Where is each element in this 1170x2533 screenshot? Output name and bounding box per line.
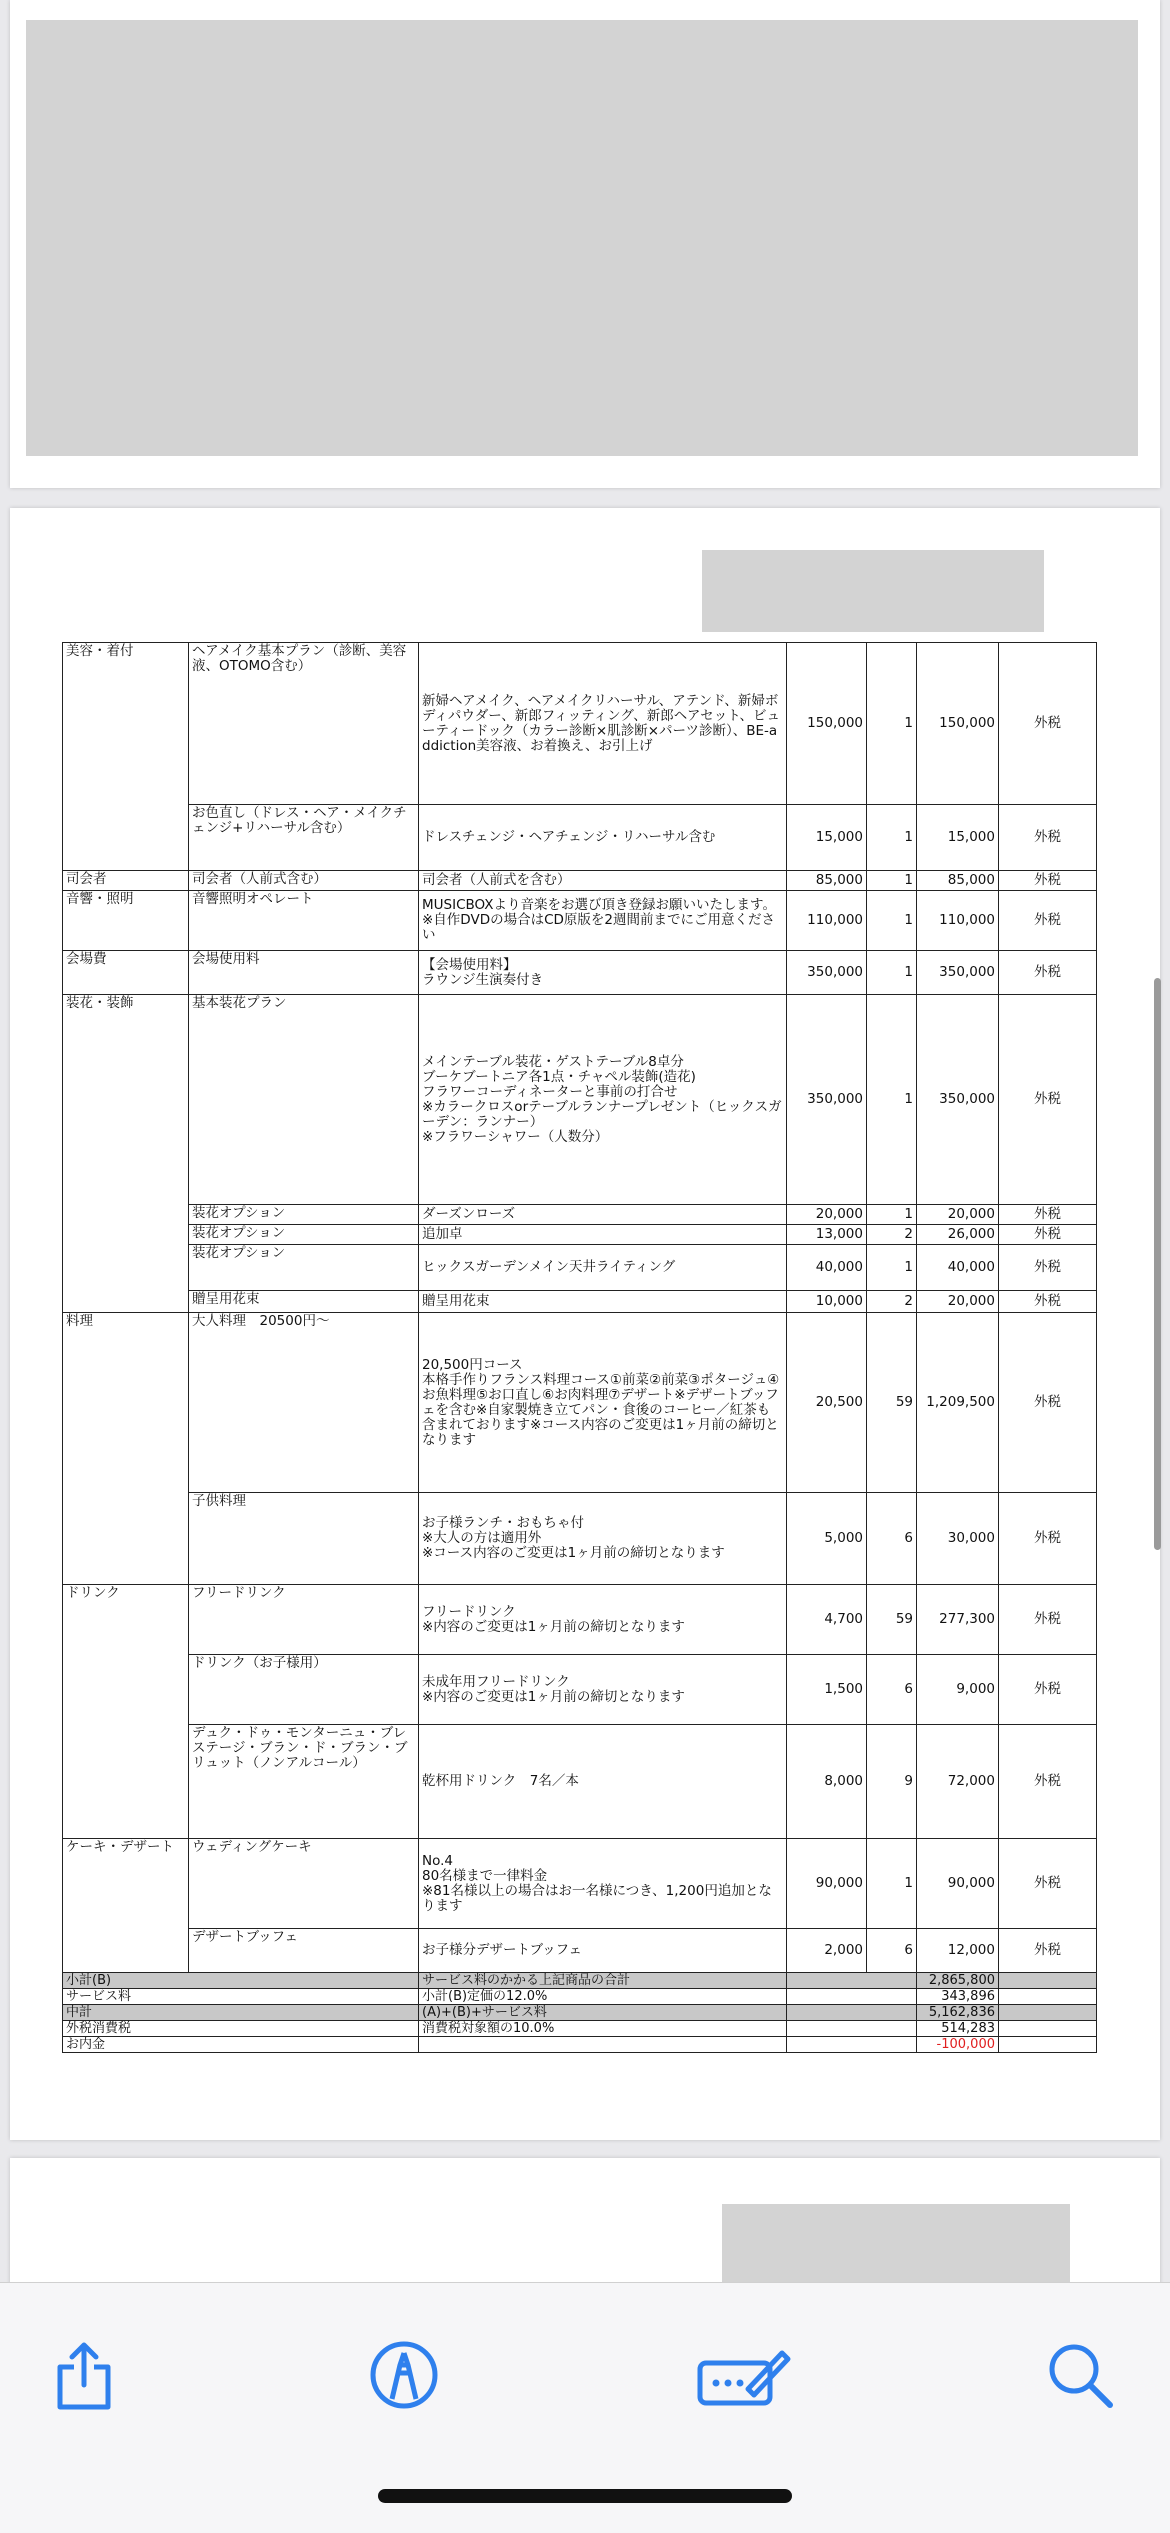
table-row <box>63 1585 1097 1655</box>
summary-row <box>63 2021 1097 2037</box>
amount-cell: 26,000 <box>917 1225 999 1245</box>
summary-blank <box>999 1973 1097 1989</box>
tax-type-cell: 外税 <box>999 951 1097 995</box>
tax-type-cell: 外税 <box>999 1929 1097 1973</box>
table-row <box>63 871 1097 891</box>
summary-value: 514,283 <box>917 2021 999 2037</box>
quantity-cell: 1 <box>867 891 917 951</box>
table-row <box>63 891 1097 951</box>
item-cell: 贈呈用花束 <box>189 1291 419 1313</box>
item-cell: ヘアメイク基本プラン（診断、美容液、OTOMO含む） <box>189 643 419 805</box>
summary-blank <box>787 2037 917 2053</box>
markup-icon <box>364 2335 444 2415</box>
table-row <box>63 643 1097 805</box>
unit-price-cell: 150,000 <box>787 643 867 805</box>
category-cell: 装花・装飾 <box>63 995 189 1313</box>
amount-cell: 85,000 <box>917 871 999 891</box>
tax-type-cell: 外税 <box>999 1655 1097 1725</box>
document-page-2 <box>10 508 1160 2140</box>
item-cell: 装花オプション <box>189 1245 419 1291</box>
summary-note: 小計(B)定価の12.0% <box>419 1989 787 2005</box>
quantity-cell: 6 <box>867 1655 917 1725</box>
description-cell: お子様ランチ・おもちゃ付 ※大人の方は適用外 ※コース内容のご変更は1ヶ月前の締切となります <box>419 1493 787 1585</box>
table-row <box>63 1205 1097 1225</box>
category-cell: 音響・照明 <box>63 891 189 951</box>
summary-value: 343,896 <box>917 1989 999 2005</box>
quantity-cell: 1 <box>867 805 917 871</box>
quantity-cell: 6 <box>867 1929 917 1973</box>
search-icon <box>1040 2335 1120 2415</box>
unit-price-cell: 5,000 <box>787 1493 867 1585</box>
unit-price-cell: 85,000 <box>787 871 867 891</box>
quantity-cell: 9 <box>867 1725 917 1839</box>
table-row <box>63 1493 1097 1585</box>
item-cell: 装花オプション <box>189 1205 419 1225</box>
description-cell: お子様分デザートブッフェ <box>419 1929 787 1973</box>
quantity-cell: 1 <box>867 951 917 995</box>
tax-type-cell: 外税 <box>999 1839 1097 1929</box>
item-cell: 装花オプション <box>189 1225 419 1245</box>
table-row <box>63 805 1097 871</box>
description-cell: ダーズンローズ <box>419 1205 787 1225</box>
amount-cell: 277,300 <box>917 1585 999 1655</box>
tax-type-cell: 外税 <box>999 1205 1097 1225</box>
unit-price-cell: 13,000 <box>787 1225 867 1245</box>
bottom-toolbar <box>0 2282 1170 2533</box>
description-cell: 【会場使用料】 ラウンジ生演奏付き <box>419 951 787 995</box>
tax-type-cell: 外税 <box>999 871 1097 891</box>
unit-price-cell: 350,000 <box>787 995 867 1205</box>
description-cell: MUSICBOXより音楽をお選び頂き登録お願いいたします。※自作DVDの場合はCD原版を2週間前までにご用意ください <box>419 891 787 951</box>
amount-cell: 350,000 <box>917 995 999 1205</box>
amount-cell: 350,000 <box>917 951 999 995</box>
unit-price-cell: 20,500 <box>787 1313 867 1493</box>
amount-cell: 15,000 <box>917 805 999 871</box>
table-row <box>63 1225 1097 1245</box>
summary-label: 中計 <box>63 2005 419 2021</box>
item-cell: デュク・ドゥ・モンターニュ・ブレステージ・ブラン・ド・ブラン・ブリュット（ノンアルコール） <box>189 1725 419 1839</box>
tax-type-cell: 外税 <box>999 1585 1097 1655</box>
summary-blank <box>999 2021 1097 2037</box>
summary-note: (A)+(B)+サービス料 <box>419 2005 787 2021</box>
item-cell: 会場使用料 <box>189 951 419 995</box>
summary-blank <box>999 1989 1097 2005</box>
category-cell: 美容・着付 <box>63 643 189 871</box>
description-cell: 追加卓 <box>419 1225 787 1245</box>
item-cell: ウェディングケーキ <box>189 1839 419 1929</box>
description-cell: フリードリンク ※内容のご変更は1ヶ月前の締切となります <box>419 1585 787 1655</box>
unit-price-cell: 110,000 <box>787 891 867 951</box>
description-cell: 20,500円コース 本格手作りフランス料理コース①前菜②前菜③ポタージュ④お魚料理⑤お口直し⑥お肉料理⑦デザート※デザートブッフェを含む※自家製焼き立てパン・食後のコーヒー／紅茶も含まれております※コース内容のご変更は1ヶ月前の締切となります <box>419 1313 787 1493</box>
quantity-cell: 1 <box>867 1839 917 1929</box>
share-icon <box>44 2335 124 2415</box>
amount-cell: 150,000 <box>917 643 999 805</box>
table-row <box>63 1839 1097 1929</box>
summary-label: お内金 <box>63 2037 419 2053</box>
tax-type-cell: 外税 <box>999 1291 1097 1313</box>
amount-cell: 40,000 <box>917 1245 999 1291</box>
quantity-cell: 1 <box>867 1245 917 1291</box>
quantity-cell: 1 <box>867 643 917 805</box>
tax-type-cell: 外税 <box>999 1725 1097 1839</box>
description-cell: ヒックスガーデンメイン天井ライティング <box>419 1245 787 1291</box>
summary-blank <box>787 2021 917 2037</box>
item-cell: お色直し（ドレス・ヘア・メイクチェンジ+リハーサル含む） <box>189 805 419 871</box>
tax-type-cell: 外税 <box>999 1245 1097 1291</box>
redacted-area <box>702 550 1044 632</box>
unit-price-cell: 4,700 <box>787 1585 867 1655</box>
unit-price-cell: 40,000 <box>787 1245 867 1291</box>
summary-value: 2,865,800 <box>917 1973 999 1989</box>
tax-type-cell: 外税 <box>999 995 1097 1205</box>
amount-cell: 9,000 <box>917 1655 999 1725</box>
category-cell: ケーキ・デザート <box>63 1839 189 1973</box>
tax-type-cell: 外税 <box>999 1493 1097 1585</box>
item-cell: フリードリンク <box>189 1585 419 1655</box>
markup-button[interactable] <box>364 2335 444 2415</box>
table-row <box>63 1725 1097 1839</box>
summary-blank <box>787 2005 917 2021</box>
item-cell: 大人料理 20500円～ <box>189 1313 419 1493</box>
tax-type-cell: 外税 <box>999 891 1097 951</box>
quantity-cell: 2 <box>867 1291 917 1313</box>
table-row <box>63 951 1097 995</box>
share-button[interactable] <box>44 2335 124 2415</box>
unit-price-cell: 8,000 <box>787 1725 867 1839</box>
home-indicator[interactable] <box>378 2489 792 2503</box>
quantity-cell: 6 <box>867 1493 917 1585</box>
category-cell: 司会者 <box>63 871 189 891</box>
summary-note <box>419 2037 787 2053</box>
summary-blank <box>787 1989 917 2005</box>
summary-label: 外税消費税 <box>63 2021 419 2037</box>
quantity-cell: 1 <box>867 995 917 1205</box>
amount-cell: 30,000 <box>917 1493 999 1585</box>
description-cell: 新婦ヘアメイク、ヘアメイクリハーサル、アテンド、新婦ボディパウダー、新郎フィッティング、新郎ヘアセット、ビューティードック（カラー診断×肌診断×パーツ診断）、BE-addiction美容液、お着換え、お引上げ <box>419 643 787 805</box>
description-cell: 贈呈用花束 <box>419 1291 787 1313</box>
amount-cell: 12,000 <box>917 1929 999 1973</box>
item-cell: 司会者（人前式含む） <box>189 871 419 891</box>
unit-price-cell: 10,000 <box>787 1291 867 1313</box>
description-cell: No.4 80名様まで一律料金 ※81名様以上の場合はお一名様につき、1,200円追加となります <box>419 1839 787 1929</box>
summary-blank <box>999 2037 1097 2053</box>
description-cell: メインテーブル装花・ゲストテーブル8卓分 ブーケブートニア各1点・チャペル装飾(造花) フラワーコーディネーターと事前の打合せ ※カラークロスorテーブルランナープレゼント（ヒックスガーデン：ランナー） ※フラワーシャワー（人数分） <box>419 995 787 1205</box>
unit-price-cell: 15,000 <box>787 805 867 871</box>
unit-price-cell: 1,500 <box>787 1655 867 1725</box>
estimate-table <box>62 642 1097 2053</box>
quantity-cell: 59 <box>867 1313 917 1493</box>
amount-cell: 110,000 <box>917 891 999 951</box>
item-cell: 基本装花プラン <box>189 995 419 1205</box>
item-cell: ドリンク（お子様用） <box>189 1655 419 1725</box>
table-row <box>63 1929 1097 1973</box>
tax-type-cell: 外税 <box>999 1313 1097 1493</box>
tax-type-cell: 外税 <box>999 643 1097 805</box>
summary-value: -100,000 <box>917 2037 999 2053</box>
quantity-cell: 2 <box>867 1225 917 1245</box>
amount-cell: 90,000 <box>917 1839 999 1929</box>
category-cell: ドリンク <box>63 1585 189 1839</box>
summary-row <box>63 1989 1097 2005</box>
quantity-cell: 59 <box>867 1585 917 1655</box>
summary-value: 5,162,836 <box>917 2005 999 2021</box>
table-row <box>63 1655 1097 1725</box>
document-page-1 <box>10 0 1160 488</box>
summary-note: 消費税対象額の10.0% <box>419 2021 787 2037</box>
summary-blank <box>787 1973 917 1989</box>
category-cell: 会場費 <box>63 951 189 995</box>
amount-cell: 20,000 <box>917 1205 999 1225</box>
quantity-cell: 1 <box>867 1205 917 1225</box>
summary-label: サービス料 <box>63 1989 419 2005</box>
unit-price-cell: 20,000 <box>787 1205 867 1225</box>
summary-row <box>63 2037 1097 2053</box>
category-cell: 料理 <box>63 1313 189 1585</box>
summary-row <box>63 1973 1097 1989</box>
summary-label: 小計(B) <box>63 1973 419 1989</box>
table-row <box>63 995 1097 1205</box>
tax-type-cell: 外税 <box>999 1225 1097 1245</box>
table-row <box>63 1245 1097 1291</box>
item-cell: デザートブッフェ <box>189 1929 419 1973</box>
redacted-area <box>26 20 1138 456</box>
description-cell: 司会者（人前式を含む） <box>419 871 787 891</box>
item-cell: 音響照明オペレート <box>189 891 419 951</box>
item-cell: 子供料理 <box>189 1493 419 1585</box>
quantity-cell: 1 <box>867 871 917 891</box>
search-button[interactable] <box>1040 2335 1120 2415</box>
signature-button[interactable] <box>694 2335 794 2415</box>
signature-icon <box>694 2335 794 2415</box>
summary-row <box>63 2005 1097 2021</box>
amount-cell: 1,209,500 <box>917 1313 999 1493</box>
description-cell: 乾杯用ドリンク 7名／本 <box>419 1725 787 1839</box>
amount-cell: 72,000 <box>917 1725 999 1839</box>
tax-type-cell: 外税 <box>999 805 1097 871</box>
description-cell: ドレスチェンジ・ヘアチェンジ・リハーサル含む <box>419 805 787 871</box>
table-row <box>63 1313 1097 1493</box>
description-cell: 未成年用フリードリンク ※内容のご変更は1ヶ月前の締切となります <box>419 1655 787 1725</box>
amount-cell: 20,000 <box>917 1291 999 1313</box>
unit-price-cell: 350,000 <box>787 951 867 995</box>
table-row <box>63 1291 1097 1313</box>
summary-note: サービス料のかかる上記商品の合計 <box>419 1973 787 1989</box>
unit-price-cell: 2,000 <box>787 1929 867 1973</box>
unit-price-cell: 90,000 <box>787 1839 867 1929</box>
summary-blank <box>999 2005 1097 2021</box>
scroll-indicator[interactable] <box>1154 978 1161 1550</box>
